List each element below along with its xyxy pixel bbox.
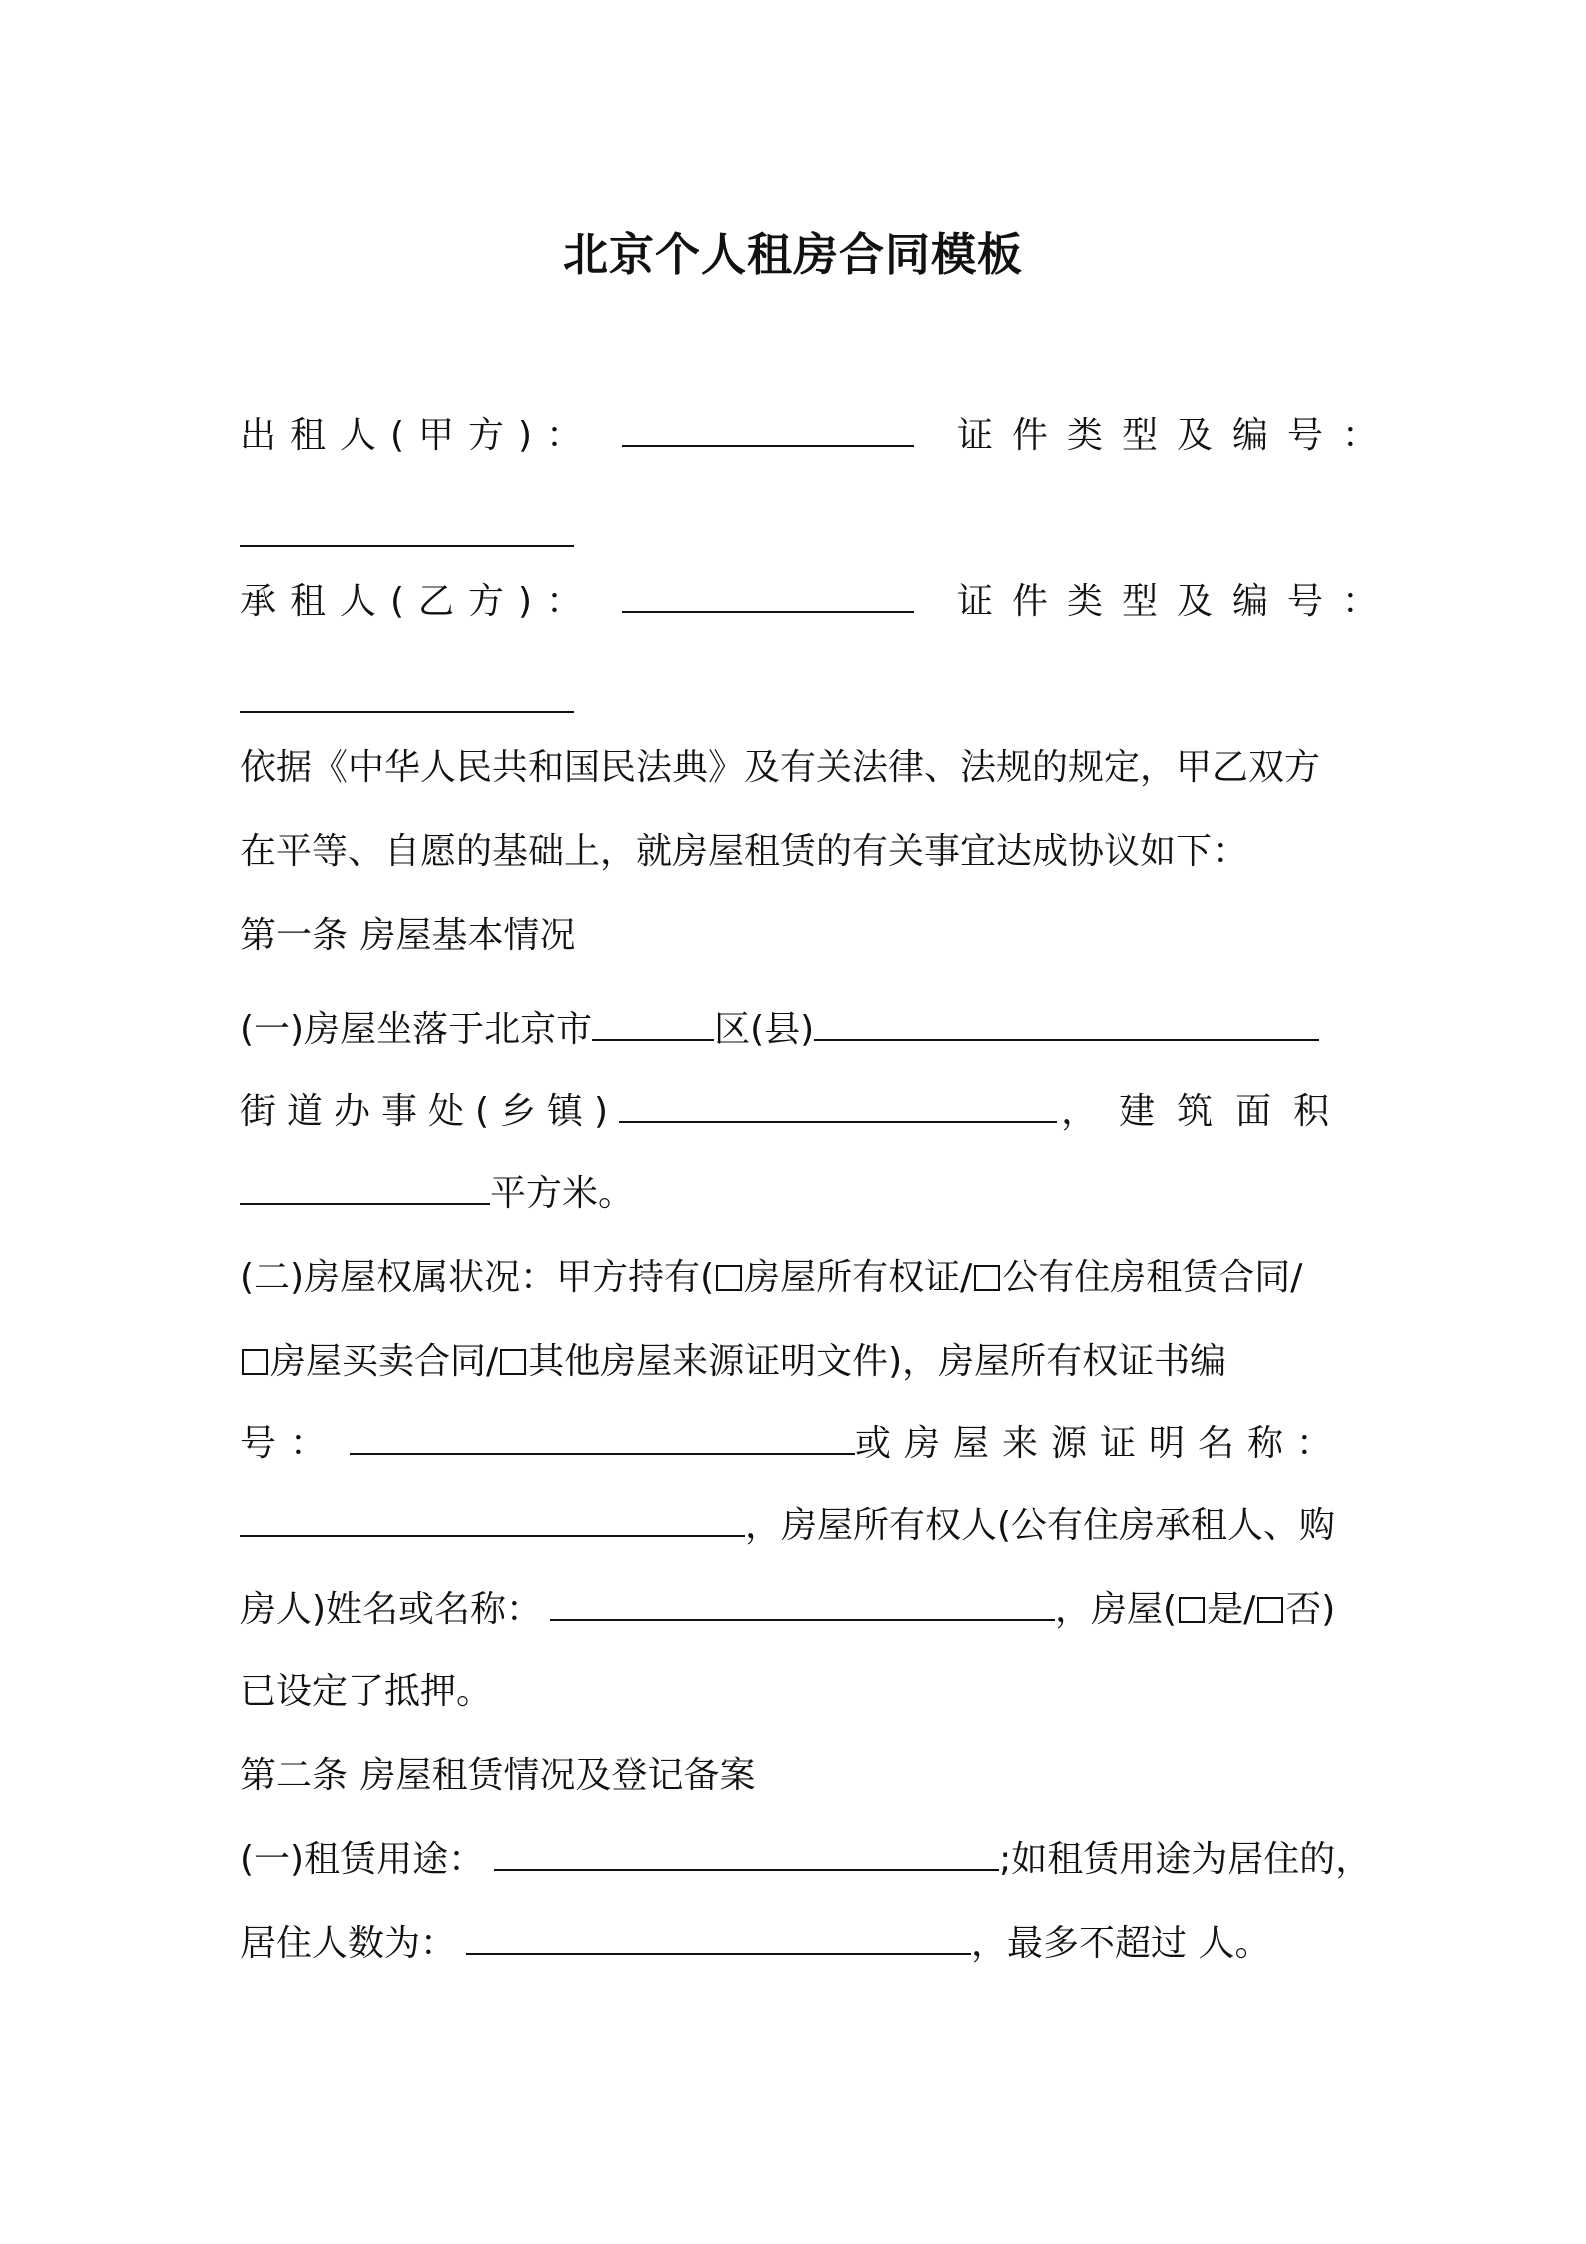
occupants-label: 居住人数为： xyxy=(240,1923,457,1964)
occupants-max: ，最多不超过 人。 xyxy=(971,1923,1271,1964)
proof-name-label: 或房屋来源证明名称： xyxy=(855,1423,1346,1464)
option-sale-contract: 房屋买卖合同/ xyxy=(270,1341,499,1382)
party-b-line xyxy=(240,576,1398,628)
usage-note: ;如租赁用途为居住的， xyxy=(999,1839,1372,1880)
option-other-proof: 其他房屋来源证明文件)，房屋所有权证书编 xyxy=(528,1341,1227,1382)
party-a-id-blank[interactable] xyxy=(240,511,574,547)
cert-number-blank[interactable] xyxy=(350,1419,855,1455)
party-a-id-line xyxy=(240,510,1350,562)
article-1-item-2-line-3 xyxy=(240,1418,1350,1470)
checkbox-other-proof[interactable] xyxy=(500,1349,526,1375)
subdistrict-label: 街道办事处(乡镇) xyxy=(240,1091,620,1132)
usage-blank[interactable] xyxy=(494,1835,999,1871)
cert-number-label: 号： xyxy=(240,1423,341,1464)
party-b-id-line xyxy=(240,676,1350,728)
article-2-heading: 第二条 房屋租赁情况及登记备案 xyxy=(240,1755,756,1796)
option-ownership-cert: 房屋所有权证/ xyxy=(744,1257,973,1298)
area-label: ，建筑面积 xyxy=(1061,1091,1352,1132)
owner-name-blank[interactable] xyxy=(550,1585,1055,1621)
party-a-name-blank[interactable] xyxy=(622,411,914,447)
article-1-item-2-line-5 xyxy=(240,1584,1350,1636)
checkbox-mortgage-yes[interactable] xyxy=(1179,1597,1205,1623)
party-b-id-label: 证件类型及编号： xyxy=(957,581,1398,622)
article-2-item-1-line-2 xyxy=(240,1918,1350,1970)
owner-label: ，房屋所有权人(公有住房承租人、购 xyxy=(745,1505,1336,1546)
article-1-item-2-line-6: 已设定了抵押。 xyxy=(240,1671,493,1712)
party-a-label: 出租人(甲方)： xyxy=(240,415,597,456)
area-unit: 平方米。 xyxy=(490,1173,635,1214)
document-title: 北京个人租房合同模板 xyxy=(562,228,1023,281)
area-blank[interactable] xyxy=(240,1169,490,1205)
preamble-line-2: 在平等、自愿的基础上，就房屋租赁的有关事宜达成协议如下： xyxy=(240,831,1249,872)
subdistrict-blank[interactable] xyxy=(619,1087,1057,1123)
party-a-id-label: 证件类型及编号： xyxy=(957,415,1398,456)
location-prefix: (一)房屋坐落于北京市 xyxy=(240,1009,593,1050)
owner-name-label: 房人)姓名或名称： xyxy=(240,1589,543,1630)
option-yes: 是/ xyxy=(1207,1589,1256,1630)
article-1-item-1-line-1 xyxy=(240,1004,1350,1056)
party-b-label: 承租人(乙方)： xyxy=(240,581,597,622)
proof-name-blank[interactable] xyxy=(240,1501,745,1537)
mortgage-label: ，房屋( xyxy=(1055,1589,1178,1630)
article-1-item-2-line-4 xyxy=(240,1500,1350,1552)
usage-label: (一)租赁用途： xyxy=(240,1839,485,1880)
article-1-heading: 第一条 房屋基本情况 xyxy=(240,915,576,956)
article-1-item-2-line-2 xyxy=(240,1336,1350,1388)
party-b-id-blank[interactable] xyxy=(240,677,574,713)
occupants-blank[interactable] xyxy=(466,1919,971,1955)
article-2-item-1-line-1 xyxy=(240,1834,1372,1886)
article-1-item-1-line-2 xyxy=(240,1086,1350,1138)
party-a-line xyxy=(240,410,1398,462)
district-label: 区(县) xyxy=(714,1009,815,1050)
checkbox-sale-contract[interactable] xyxy=(242,1349,268,1375)
address-blank[interactable] xyxy=(814,1005,1319,1041)
checkbox-mortgage-no[interactable] xyxy=(1257,1597,1283,1623)
ownership-prefix: (二)房屋权属状况：甲方持有( xyxy=(240,1257,715,1298)
option-public-lease: 公有住房租赁合同/ xyxy=(1002,1257,1303,1298)
option-no: 否) xyxy=(1285,1589,1336,1630)
checkbox-public-lease[interactable] xyxy=(974,1265,1000,1291)
article-1-item-2-line-1 xyxy=(240,1252,1350,1304)
preamble-line-1: 依据《中华人民共和国民法典》及有关法律、法规的规定，甲乙双方 xyxy=(240,747,1321,788)
district-blank[interactable] xyxy=(592,1005,714,1041)
article-1-item-1-line-3 xyxy=(240,1168,1350,1220)
checkbox-ownership-cert[interactable] xyxy=(716,1265,742,1291)
party-b-name-blank[interactable] xyxy=(622,577,914,613)
